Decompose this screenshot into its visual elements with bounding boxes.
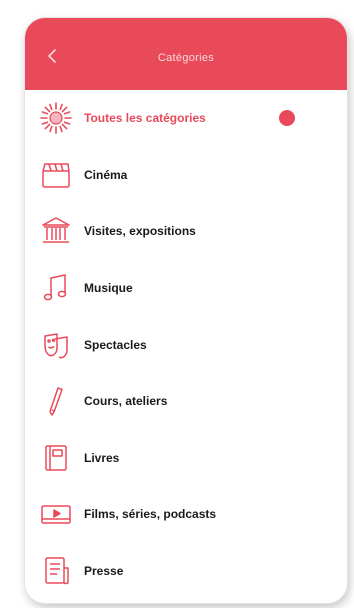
category-item-visites[interactable] <box>25 203 347 260</box>
category-label: Cinéma <box>84 167 128 182</box>
clapperboard-icon <box>39 158 73 192</box>
category-item-livres[interactable] <box>25 430 347 487</box>
category-label: Visites, expositions <box>84 224 196 239</box>
category-list <box>25 90 347 599</box>
category-item-all[interactable] <box>25 90 347 147</box>
category-label: Presse <box>84 564 124 579</box>
category-label: Toutes les catégories <box>84 111 206 126</box>
category-label: Livres <box>84 450 120 465</box>
page-title: Catégories <box>157 52 215 64</box>
header-bar <box>25 18 347 90</box>
phone-screen <box>25 18 347 603</box>
newspaper-icon <box>39 554 73 588</box>
category-item-spectacles[interactable] <box>25 316 347 373</box>
book-icon <box>39 441 73 475</box>
category-item-cinema[interactable] <box>25 147 347 204</box>
video-player-icon <box>39 497 73 531</box>
category-item-presse[interactable] <box>25 543 347 600</box>
category-item-films[interactable] <box>25 486 347 543</box>
category-label: Musique <box>84 281 133 296</box>
category-item-cours[interactable] <box>25 373 347 430</box>
pencil-icon <box>39 384 73 418</box>
category-label: Spectacles <box>84 337 147 352</box>
theater-masks-icon <box>39 328 73 362</box>
selected-indicator <box>279 110 295 126</box>
sunburst-icon <box>39 101 73 135</box>
category-label: Films, séries, podcasts <box>84 507 217 522</box>
museum-icon <box>39 214 73 248</box>
category-label: Cours, ateliers <box>84 394 168 409</box>
music-note-icon <box>39 271 73 305</box>
category-item-musique[interactable] <box>25 260 347 317</box>
